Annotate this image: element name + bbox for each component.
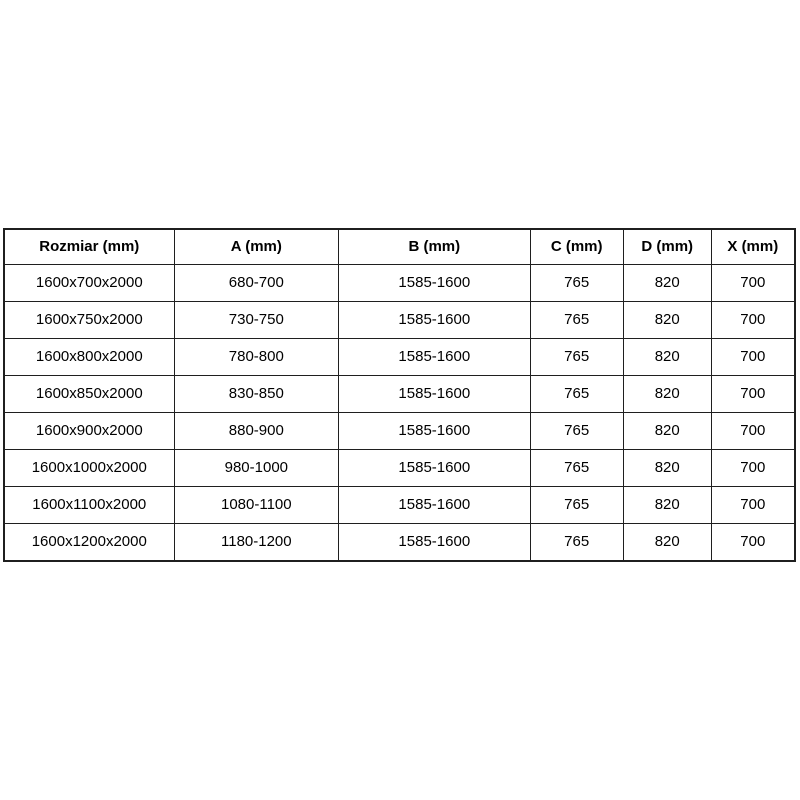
cell-a: 980-1000 <box>174 450 339 487</box>
cell-rozmiar: 1600x700x2000 <box>4 265 174 302</box>
cell-d: 820 <box>623 487 711 524</box>
cell-b: 1585-1600 <box>339 376 530 413</box>
cell-d: 820 <box>623 265 711 302</box>
cell-rozmiar: 1600x1000x2000 <box>4 450 174 487</box>
table-row <box>4 487 795 524</box>
cell-a: 1080-1100 <box>174 487 339 524</box>
cell-c: 765 <box>530 413 623 450</box>
cell-b: 1585-1600 <box>339 487 530 524</box>
cell-c: 765 <box>530 487 623 524</box>
cell-rozmiar: 1600x900x2000 <box>4 413 174 450</box>
table-header <box>4 229 795 265</box>
table-row <box>4 376 795 413</box>
cell-x: 700 <box>711 487 795 524</box>
column-header-b: B (mm) <box>339 229 530 265</box>
cell-x: 700 <box>711 413 795 450</box>
table-row <box>4 413 795 450</box>
cell-b: 1585-1600 <box>339 524 530 562</box>
cell-c: 765 <box>530 450 623 487</box>
cell-x: 700 <box>711 450 795 487</box>
cell-x: 700 <box>711 339 795 376</box>
cell-b: 1585-1600 <box>339 339 530 376</box>
cell-a: 680-700 <box>174 265 339 302</box>
cell-a: 730-750 <box>174 302 339 339</box>
header-row <box>4 229 795 265</box>
column-header-c: C (mm) <box>530 229 623 265</box>
cell-c: 765 <box>530 302 623 339</box>
cell-c: 765 <box>530 524 623 562</box>
cell-c: 765 <box>530 265 623 302</box>
table-row <box>4 302 795 339</box>
column-header-d: D (mm) <box>623 229 711 265</box>
column-header-x: X (mm) <box>711 229 795 265</box>
column-header-rozmiar: Rozmiar (mm) <box>4 229 174 265</box>
cell-c: 765 <box>530 376 623 413</box>
cell-b: 1585-1600 <box>339 302 530 339</box>
cell-rozmiar: 1600x1200x2000 <box>4 524 174 562</box>
cell-x: 700 <box>711 265 795 302</box>
table-row <box>4 524 795 562</box>
table-row <box>4 265 795 302</box>
cell-d: 820 <box>623 524 711 562</box>
cell-a: 1180-1200 <box>174 524 339 562</box>
cell-d: 820 <box>623 339 711 376</box>
cell-x: 700 <box>711 524 795 562</box>
cell-c: 765 <box>530 339 623 376</box>
cell-b: 1585-1600 <box>339 265 530 302</box>
cell-d: 820 <box>623 376 711 413</box>
cell-d: 820 <box>623 302 711 339</box>
cell-rozmiar: 1600x800x2000 <box>4 339 174 376</box>
table-row <box>4 339 795 376</box>
table-body <box>4 265 795 562</box>
size-spec-table-container <box>3 228 796 562</box>
cell-rozmiar: 1600x1100x2000 <box>4 487 174 524</box>
cell-a: 880-900 <box>174 413 339 450</box>
size-spec-table <box>3 228 796 562</box>
cell-d: 820 <box>623 450 711 487</box>
cell-d: 820 <box>623 413 711 450</box>
column-header-a: A (mm) <box>174 229 339 265</box>
cell-b: 1585-1600 <box>339 450 530 487</box>
cell-x: 700 <box>711 376 795 413</box>
cell-b: 1585-1600 <box>339 413 530 450</box>
table-row <box>4 450 795 487</box>
cell-a: 780-800 <box>174 339 339 376</box>
cell-a: 830-850 <box>174 376 339 413</box>
cell-rozmiar: 1600x850x2000 <box>4 376 174 413</box>
cell-x: 700 <box>711 302 795 339</box>
cell-rozmiar: 1600x750x2000 <box>4 302 174 339</box>
